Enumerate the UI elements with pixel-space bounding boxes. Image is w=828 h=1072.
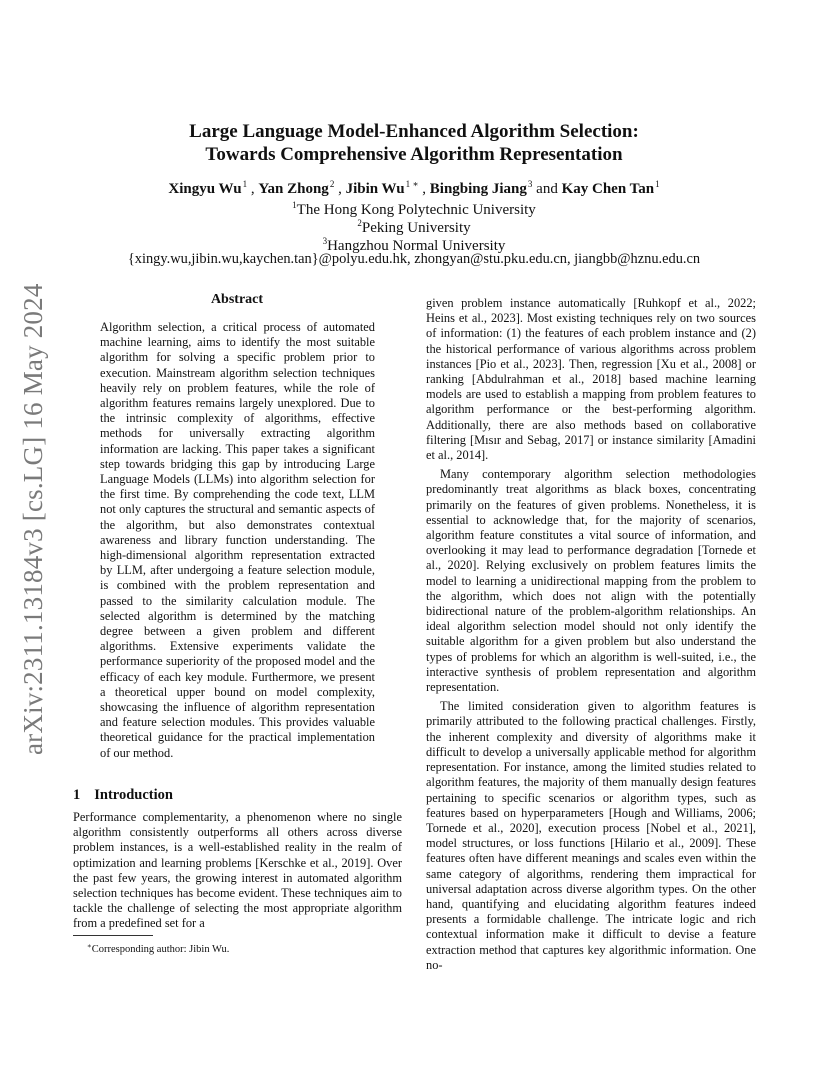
author-name: Bingbing Jiang bbox=[429, 181, 527, 197]
body-paragraph: The limited consideration given to algorithm features is primarily attributed to the following practical challenges. Firstly, the inherent complexity and diversity of algorithms make it difficult to develop a universally applicable method for algorithm representation. For instance, among the limited studies related to algorithm features, the majority of them manually design features pertaining to specific scenarios or algorithm types, such as features based on hyperparameters [Hough and Williams, 2006; Tornede et al., 2020], execution process [Nobel et al., 2021], model structures, or loss functions [Hilario et al., 2009]. These features often have different meanings and scales even within the same category of algorithms, rendering them impractical for universal adaptation across diverse algorithm types. On the other hand, quantifying and elucidating algorithm features indeed presents a formidable challenge. The intricate logic and rich contextual information make it difficult to devise a feature extraction method that captures key algorithmic information. One no- bbox=[426, 699, 756, 972]
author-name: Yan Zhong bbox=[258, 181, 329, 197]
title-line-1: Large Language Model-Enhanced Algorithm Selection: bbox=[189, 121, 639, 142]
section-number: 1 bbox=[73, 787, 81, 803]
affiliation: $^3$Hangzhou Normal University bbox=[322, 236, 506, 254]
footnote-mark: ∗ bbox=[87, 942, 92, 950]
body-paragraph: Many contemporary algorithm selection methodologies predominantly treat algorithms as black boxes, concentrating primarily on the features of given problems. Nonetheless, it is essential to acknowledge that, for the majority of scenarios, algorithm feature constitutes a vital source of information, and overlooking it may lead to performance degradation [Tornede et al., 2020]. Relying exclusively on problem features limits the model to learning a unidirectional mapping from the problem to the algorithm, which does not align with the potentially bidirectional nature of the problem-algorithm relationships. An ideal algorithm selection model should not only identify the suitable algorithm for a given problem but also understand the types of problems for which an algorithm is well-suited, i.e., the interactive synthesis of problem representation and algorithm representation. bbox=[426, 467, 756, 695]
abstract-paragraph: Algorithm selection, a critical process of automated machine learning, aims to identify the most suitable algorithm for solving a specific problem prior to execution. Mainstream algorithm selection techniques heavily rely on problem features, while the role of algorithm features remains largely unexplored. Due to the intrinsic complexity of algorithms, effective methods for universally extracting algorithm information are lacking. This paper takes a significant step towards bridging this gap by introducing Large Language Models (LLMs) into algorithm selection for the first time. By comprehending the code text, LLM not only captures the structural and semantic aspects of the algorithm, but also demonstrates contextual awareness and library function understanding. The high-dimensional algorithm representation extracted by LLM, after undergoing a feature selection module, is combined with the problem representation and passed to the similarity calculation module. The selected algorithm is determined by the matching degree between a given problem and different algorithms. Extensive experiments validate the performance superiority of the proposed model and the efficacy of each key module. Furthermore, we present a theoretical upper bound on model complexity, showcasing the influence of algorithm representation and feature selection modules. This provides valuable theoretical guidance for the practical implementation of our method. bbox=[100, 320, 375, 760]
arxiv-side-stamp: arXiv:2311.13184v3 [cs.LG] 16 May 2024 bbox=[18, 283, 48, 755]
title-line-2: Towards Comprehensive Algorithm Representation bbox=[205, 144, 623, 165]
author-list: Xingyu Wu$^1$ , Yan Zhong$^2$ , Jibin $Wu^{1 ∗}$ , Bingbing Jiang$^3$ and Kay Chen Tan$^1$ bbox=[168, 179, 660, 197]
paper-title bbox=[100, 120, 728, 166]
author-name: Jibin Wu bbox=[345, 181, 405, 197]
affiliation: $^2$Peking University bbox=[357, 218, 471, 236]
footnote bbox=[73, 940, 229, 956]
affiliation: $^1$The Hong Kong Polytechnic University bbox=[292, 200, 536, 218]
author-name: Xingyu Wu bbox=[168, 181, 242, 197]
author-emails: {xingy.wu,jibin.wu,kaychen.tan}@polyu.edu.hk, zhongyan@stu.pku.edu.cn, jiangbb@hznu.edu.cn bbox=[127, 251, 701, 267]
intro-text bbox=[73, 810, 402, 932]
author-affil-mark: 1 bbox=[655, 179, 660, 189]
author-affil-mark: 1 bbox=[242, 179, 248, 189]
author-affil-mark: 2 bbox=[329, 179, 335, 189]
footnote-text: Corresponding author: Jibin Wu. bbox=[91, 944, 230, 955]
section-title: Introduction bbox=[94, 787, 173, 803]
intro-paragraph: Performance complementarity, a phenomenon where no single algorithm consistently outperforms all others across diverse problem instances, is a well-established reality in the realm of optimization and learning problems [Kerschke et al., 2019]. Over the past few years, the growing interest in automated algorithm selection techniques has become evident. These techniques aim to tackle the challenge of selecting the most appropriate algorithm from a predefined set for a bbox=[73, 810, 402, 931]
footnote-rule bbox=[73, 935, 153, 936]
author-affil-mark: 1 ∗ bbox=[405, 179, 419, 189]
right-column bbox=[426, 296, 756, 973]
abstract-text bbox=[100, 320, 375, 761]
body-paragraph: given problem instance automatically [Ruhkopf et al., 2022; Heins et al., 2023]. Most existing techniques rely on two sources of information: (1) the features of each problem instance and (2) the historical performance of various algorithms across problem instances [Pio et al., 2023]. Then, regression [Xu et al., 2008] or ranking [Abdulrahman et al., 2018] based machine learning models are used to establish a mapping from problem features to algorithm performance or the best-performing algorithm. Additionally, there are also methods based on collaborative filtering [Mısır and Sebag, 2017] or instance similarity [Amadini et al., 2014]. bbox=[426, 296, 756, 463]
section-heading bbox=[73, 787, 173, 804]
authors-and: and bbox=[536, 181, 558, 197]
author-affil-mark: 3 bbox=[527, 179, 533, 189]
abstract-heading: Abstract bbox=[210, 292, 264, 307]
author-name: Kay Chen Tan bbox=[561, 181, 655, 197]
